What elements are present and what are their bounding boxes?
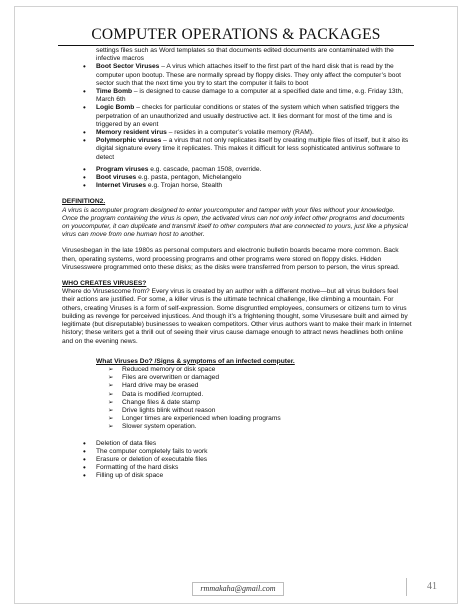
symptom-text: Change files & date stamp (122, 398, 200, 406)
definition: – is designed to cause damage to a computer at a specified date and time, e.g. Friday 13th, March 6th (96, 88, 403, 104)
page-number: 41 (406, 578, 455, 596)
definition: e.g. Trojan horse, Stealth (146, 182, 223, 190)
footer-email: rmmakaha@gmail.com (192, 582, 284, 596)
list-item (62, 182, 412, 190)
symptom-text: Hard drive may be erased (122, 382, 199, 390)
term: Polymorphic viruses (96, 137, 162, 145)
definition: – resides in a computer’s volatile memory (RAM). (166, 129, 314, 137)
arrow-bullet-icon: ➢ (108, 406, 114, 414)
arrow-bullet-icon: ➢ (108, 390, 114, 398)
list-item (62, 440, 412, 448)
list-item (62, 472, 412, 480)
effect-text: Filling up of disk space (96, 472, 164, 480)
history-paragraph: Virusesbegan in the late 1980s as personal computers and electronic bulletin boards became more common. Back then, operating systems, word processing programs and other programs were stored on floppy disks. Hidden Virusesswere programmed onto these disks; as the disks were transferred from person to person, the virus spread. (62, 247, 400, 271)
list-item (62, 391, 412, 399)
list-item (62, 374, 412, 382)
term: Time Bomb (96, 88, 133, 96)
definition: e.g. pasta, pentagon, Michelangelo (136, 174, 242, 182)
bullet-icon: • (83, 438, 86, 448)
bullet-icon: • (83, 164, 86, 174)
who-creates-text: Where do Virusescome from? Every virus is created by an author with a different motive—but all virus builders feel their actions are justified. For some, a killer virus is the ultimate technical challenge, like climbing a mountain. For others, creating Viruses is a form of self-expression. Some disgruntled employees, consumers or citizens turn to virus building as revenge for perceived injustices. And though it’s a frightening thought, some Virusesare built and aimed by legitimate (but disreputable) businesses to weaken competitors. Other virus authors want to make their mark in Internet history; these writers get a thrill out of seeing their virus cause damage enough to attract news headlines both online and on the evening news. (62, 288, 412, 345)
who-creates-heading: WHO CREATES VIRUSES? (62, 280, 147, 288)
bullet-icon: • (83, 173, 86, 183)
symptoms-list (62, 366, 412, 432)
symptom-text: Drive lights blink without reason (122, 406, 216, 414)
arrow-bullet-icon: ➢ (108, 365, 114, 373)
definition2-text: A virus is acomputer program designed to enter yourcomputer and tamper with your files without your knowledge. Once the program containing the virus is open, the activated virus can not only infect other programs and documents on youcomputer, it can duplicate and transmit itself to other computers that are connected to yours, just like a physical virus can move from one human host to another. (62, 206, 408, 239)
symptom-text: Data is modified /corrupted. (122, 390, 204, 398)
term: Logic Bomb (96, 104, 135, 112)
bullet-icon: • (83, 454, 86, 464)
effect-text: Erasure or deletion of executable files (96, 455, 208, 463)
symptom-text: Slower system operation. (122, 423, 197, 431)
list-item (62, 456, 412, 464)
page-header-title: COMPUTER OPERATIONS & PACKAGES (91, 26, 381, 43)
list-item (62, 174, 412, 182)
list-item (62, 448, 412, 456)
bullet-icon: • (83, 128, 86, 138)
symptom-text: Files are overwritten or damaged (122, 374, 220, 382)
list-item (62, 88, 412, 104)
list-item (62, 415, 412, 423)
term: Internet Viruses (96, 182, 147, 190)
term: Boot Sector Viruses (96, 63, 160, 71)
spacer (62, 239, 412, 247)
arrow-bullet-icon: ➢ (108, 415, 114, 423)
list-item (62, 407, 412, 415)
effects-list (62, 440, 412, 481)
definition: – checks for particular conditions or states of the system which when satisfied triggers the perpetration of an unauthorized and usually destructive act. It lies dormant for most of the time and is triggered by an event (96, 104, 400, 128)
spacer (62, 432, 412, 440)
spacer (62, 346, 412, 358)
list-item (62, 63, 412, 88)
list-item (62, 166, 412, 174)
bullet-icon: • (83, 471, 86, 481)
definition2-heading: DEFINITION2. (62, 198, 106, 206)
list-item (62, 382, 412, 390)
bullet-icon: • (83, 446, 86, 456)
spacer (62, 190, 412, 198)
definition: – A virus which attaches itself to the first part of the hard disk that is read by the computer upon bootup. These are normally spread by floppy disks. They only affect the computer’s boot sector such that the next time you try to start the computer it fails to boot (96, 63, 402, 87)
bullet-icon: • (83, 62, 86, 72)
bullet-icon: • (83, 181, 86, 191)
arrow-bullet-icon: ➢ (108, 374, 114, 382)
definition: – a virus that not only replicates itself by creating multiple files of itself, but it also its digital signature every time it replicates. This makes it difficult for less sophisticated antivirus software to detect (96, 137, 409, 161)
virus-examples-list (62, 166, 412, 191)
symptom-text: Longer times are experienced when loading programs (122, 415, 281, 423)
bullet-icon: • (83, 103, 86, 113)
term: Boot viruses (96, 174, 137, 182)
document-body (62, 47, 412, 481)
virus-types-list (62, 63, 412, 161)
effect-text: Deletion of data files (96, 439, 157, 447)
list-item (62, 129, 412, 137)
arrow-bullet-icon: ➢ (108, 382, 114, 390)
continuation-text: settings files such as Word templates so that documents edited documents are contaminated with the infective macros (96, 47, 394, 63)
arrow-bullet-icon: ➢ (108, 398, 114, 406)
symptoms-heading: What Viruses Do? /Signs & symptoms of an infected computer. (96, 357, 295, 365)
arrow-bullet-icon: ➢ (108, 423, 114, 431)
list-item (62, 464, 412, 472)
list-item (62, 399, 412, 407)
list-item (62, 366, 412, 374)
definition: e.g. cascade, pacman 1508, override. (148, 165, 262, 173)
bullet-icon: • (83, 87, 86, 97)
header-divider (58, 45, 414, 46)
effect-text: Formatting of the hard disks (96, 464, 179, 472)
list-item (62, 137, 412, 162)
spacer (62, 272, 412, 280)
list-item (62, 423, 412, 431)
term: Program viruses (96, 165, 149, 173)
term: Memory resident virus (96, 129, 167, 137)
symptom-text: Reduced memory or disk space (122, 365, 216, 373)
bullet-icon: • (83, 136, 86, 146)
effect-text: The computer completely fails to work (96, 447, 208, 455)
list-item (62, 104, 412, 129)
bullet-icon: • (83, 463, 86, 473)
